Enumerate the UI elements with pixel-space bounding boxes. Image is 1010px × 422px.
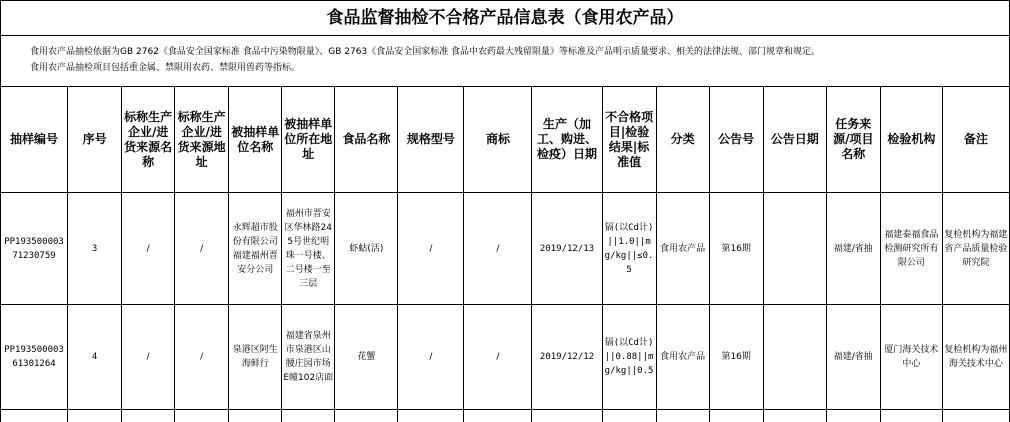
note-line: 食用农产品抽检项目包括重金属、禁限用农药、禁限用兽药等指标。 <box>30 60 1000 76</box>
col-header-task-source: 任务来源/项目名称 <box>826 87 880 193</box>
col-header-producer-address: 标称生产企业/进货来源地址 <box>175 87 229 193</box>
cell-notice-date <box>763 193 826 305</box>
table-row <box>1 305 1010 410</box>
cell-sampled-address: 福建省泉州市泉港区山腰庄园市场E幢102店面 <box>282 305 335 410</box>
col-header-sampled-unit: 被抽样单位名称 <box>229 87 282 193</box>
header-row <box>1 87 1010 193</box>
col-header-failed-item: 不合格项目|检验结果|标准值 <box>602 87 656 193</box>
results-table <box>0 86 1010 422</box>
col-header-spec: 规格型号 <box>398 87 464 193</box>
table-row <box>1 193 1010 305</box>
cell-food-name: 花蟹 <box>335 305 398 410</box>
cell-sampled-unit: 泉港区阿生海鲜行 <box>229 305 282 410</box>
cell-sample-no: PP19350000371230759 <box>1 193 68 305</box>
cell-producer-address: / <box>175 305 229 410</box>
notes <box>30 44 1000 76</box>
col-header-notice-no: 公告号 <box>709 87 763 193</box>
cell-sampled-address: 福州市晋安区华林路245号世纪明珠一号楼、二号楼一至三层 <box>282 193 335 305</box>
cell-category: 食用农产品 <box>656 305 709 410</box>
col-header-sampled-address: 被抽样单位所在地址 <box>282 87 335 193</box>
cell-spec: / <box>398 305 464 410</box>
cell-sampled-unit: 永辉超市股份有限公司福建福州晋安分公司 <box>229 193 282 305</box>
cell-failed-item: 镉(以Cd计)||0.88||mg/kg||0.5 <box>602 305 656 410</box>
cell-remarks: 复检机构为福州海关技术中心 <box>942 305 1009 410</box>
cell-date: 2019/12/12 <box>532 305 602 410</box>
cell-brand: / <box>464 193 532 305</box>
cell-producer-name: / <box>122 193 175 305</box>
cell-task-source: 福建/省抽 <box>826 193 880 305</box>
note-line: 食用农产品抽检依据为GB 2762《食品安全国家标准 食品中污染物限量》、GB 2763《食品安全国家标准 食品中农药最大残留限量》等标准及产品明示质量要求、相关的法律法规、部门规章和规定。 <box>30 44 1000 60</box>
cell-notice-no: 第16期 <box>709 305 763 410</box>
col-header-brand: 商标 <box>464 87 532 193</box>
cell-seq: 3 <box>68 193 122 305</box>
cell-brand: / <box>464 305 532 410</box>
table-title: 食品监督抽检不合格产品信息表（食用农产品） <box>0 4 1010 32</box>
cell-seq: 4 <box>68 305 122 410</box>
col-header-producer-name: 标称生产企业/进货来源名称 <box>122 87 175 193</box>
col-header-food-name: 食品名称 <box>335 87 398 193</box>
border-top <box>0 0 1010 1</box>
col-header-seq: 序号 <box>68 87 122 193</box>
cell-failed-item: 镉(以Cd计)||1.0||mg/kg||≤0.5 <box>602 193 656 305</box>
cell-food-name: 虾蛄(活) <box>335 193 398 305</box>
col-header-notice-date: 公告日期 <box>763 87 826 193</box>
cell-task-source: 福建/省抽 <box>826 305 880 410</box>
col-header-lab: 检验机构 <box>880 87 942 193</box>
cell-date: 2019/12/13 <box>532 193 602 305</box>
col-header-date: 生产（加工、购进、检疫）日期 <box>532 87 602 193</box>
title-divider <box>0 35 1010 36</box>
cell-producer-name: / <box>122 305 175 410</box>
cell-spec: / <box>398 193 464 305</box>
col-header-sample-no: 抽样编号 <box>1 87 68 193</box>
table-row-partial <box>1 410 1010 422</box>
cell-sample-no: PP19350000361301264 <box>1 305 68 410</box>
cell-notice-no: 第16期 <box>709 193 763 305</box>
col-header-category: 分类 <box>656 87 709 193</box>
cell-lab: 福建泰福食品检测研究所有限公司 <box>880 193 942 305</box>
cell-lab: 厦门海关技术中心 <box>880 305 942 410</box>
cell-category: 食用农产品 <box>656 193 709 305</box>
cell-remarks: 复检机构为福建省产品质量检验研究院 <box>942 193 1009 305</box>
cell-producer-address: / <box>175 193 229 305</box>
col-header-remarks: 备注 <box>942 87 1009 193</box>
cell-notice-date <box>763 305 826 410</box>
